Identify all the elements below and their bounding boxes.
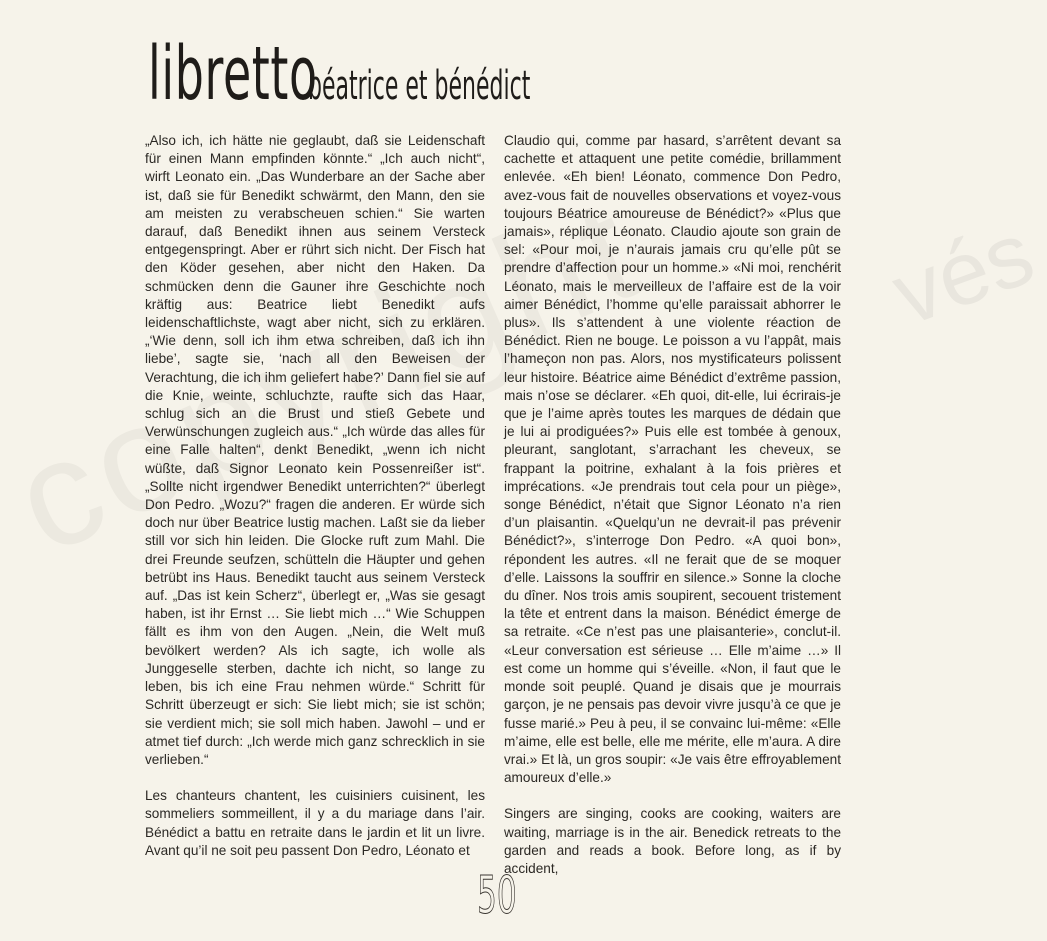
right-column — [504, 132, 841, 878]
copyright-watermark-right: vés — [880, 203, 1047, 345]
page-header — [148, 31, 712, 117]
german-paragraph: „Also ich, ich hätte nie geglaubt, daß sie Leidenschaft für einen Mann empfinden könnte.“ „Ich auch nicht“, wirft Leonato ein. „Das Wunderbare an der Sache aber ist, daß sie für Benedikt schwärmt, den Mann, den sie am meisten zu verabscheuen schien.“ Sie warten darauf, daß Benedikt ihnen aus seinem Versteck entgegenspringt. Aber er rührt sich nicht. Der Fisch hat den Köder gesehen, aber nicht den Haken. Da schmücken denn die Gauner ihre Geschichte noch kräftig aus: Beatrice liebt Benedikt aufs leidenschaftlichste, wagt aber nicht, sich zu erklären. „‘Wie denn, soll ich ihm etwa schreiben, daß ich ihn liebe’, sagte sie, ‘nach all den Beweisen der Verachtung, die ich ihm geliefert habe?’ Dann fiel sie auf die Knie, weinte, schluchzte, raufte sich das Haar, schlug sich an die Brust und stieß Gebete und Verwünschungen zugleich aus.“ „Ich würde das alles für eine Falle halten“, denkt Benedikt, „wenn ich nicht wüßte, daß Signor Leonato kein Possenreißer ist“. „Sollte nicht irgendwer Benedikt unterrichten?“ überlegt Don Pedro. „Wozu?“ fragen die anderen. Er würde sich doch nur über Beatrice lustig machen. Laßt sie da lieber still vor sich hin leiden. Die Glocke ruft zum Mahl. Die drei Freunde seufzen, schütteln die Häupter und gehen betrübt ins Haus. Benedikt taucht aus seinem Versteck auf. „Das ist kein Scherz“, überlegt er, „Was sie gesagt haben, ist ihr Ernst … Sie liebt mich …“ Wie Schuppen fällt es ihm von den Augen. „Nein, die Welt muß bevölkert werden? Als ich sagte, ich wolle als Junggeselle sterben, dachte ich nicht, so lange zu leben, bis ich eine Frau nehmen würde.“ Schritt für Schritt überzeugt er sich: Sie liebt mich; sie ist schön; sie verdient mich; sie soll mich haben. Jawohl – und er atmet tief durch: „Ich werde mich ganz schrecklich in sie verlieben.“ — [145, 133, 485, 767]
french-paragraph-continued: Claudio qui, comme par hasard, s’arrêtent devant sa cachette et attaquent une petite comédie, brillamment enlevée. «Eh bien! Léonato, commence Don Pedro, avez-vous fait de nouvelles observations et voyez-vous toujours Béatrice amoureuse de Bénédict?» «Plus que jamais», réplique Léonato. Claudio ajoute son grain de sel: «Pour moi, je n’aurais jamais cru qu’elle pût se prendre d’affection pour un homme.» «Ni moi, renchérit Léonato, mais le merveilleux de l’affaire est de la voir aimer Bénédict, l’homme qu’elle paraissait abhorrer le plus». Ils s’attendent à une violente réaction de Bénédict. Rien ne bouge. Le poisson a vu l’appât, mais l’hameçon non pas. Alors, nos mystificateurs polissent leur histoire. Béatrice aime Bénédict d’extrême passion, mais n’ose se déclarer. «Eh quoi, dit-elle, lui écrirais-je que je l’aime après toutes les marques de dédain que je lui ai prodiguées?» Puis elle est tombée à genoux, pleurant, sanglotant, s’arrachant les cheveux, se frappant la poitrine, exhalant à la fois prières et imprécations. «Je prendrais tout cela pour un piège», songe Bénédict, n’était que Signor Léonato n’a rien d’un plaisantin. «Quelqu’un ne devrait-il pas prévenir Bénédict?», s’interroge Don Pedro. «A quoi bon», répondent les autres. «Il ne ferait que de se moquer d’elle. Laissons la souffrir en silence.» Sonne la cloche du dîner. Nos trois amis soupirent, secouent tristement la tête et entrent dans la maison. Bénédict émerge de sa retraite. «Ce n’est pas une plaisanterie», conclut-il. «Leur conversation est sérieuse … Elle m’aime …» Il est come un homme qui s’éveille. «Non, il faut que le monde soit peuplé. Quand je disais que je mourrais garçon, je ne pensais pas devoir vivre jusqu’à ce que je fusse marié.» Peu à peu, il se convainc lui-même: «Elle m’aime, elle est belle, elle me mérite, elle m’aura. A dire vrai.» Et là, un gros soupir: «Je vais être effroyablement amoureux d’elle.» — [504, 133, 841, 786]
page-title: libretto — [148, 31, 318, 117]
page-subtitle: béatrice et bénédict — [308, 63, 531, 109]
french-paragraph-start: Les chanteurs chantent, les cuisiniers cuisinent, les sommeliers sommeillent, il y a du mariage dans l’air. Bénédict a battu en retraite dans le jardin et lit un livre. Avant qu’il ne soit peu passent Don Pedro, Léonato et — [145, 788, 485, 858]
page-number: 50 — [477, 866, 517, 926]
left-column — [145, 132, 485, 860]
english-paragraph-start: Singers are singing, cooks are cooking, waiters are waiting, marriage is in the air. Benedick retreats to the garden and reads a book. Before long, as if by accident, — [504, 806, 841, 876]
